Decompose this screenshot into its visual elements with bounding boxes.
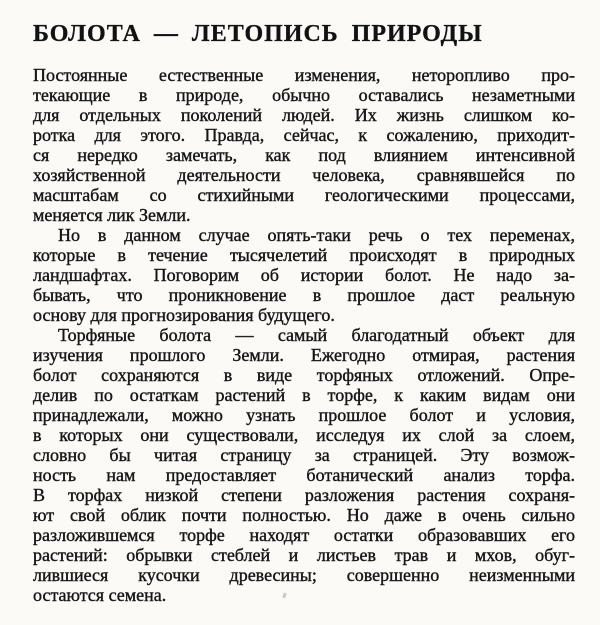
text-line: которые в течение тысячелетий происходят в природных [33,245,575,265]
text-line: ют свой облик почти полностью. Но даже в очень сильно [33,505,575,525]
text-line: хозяйственной деятельности человека, сравнявшейся по [33,165,575,185]
text-line: текающие в природе, обычно оставались незаметными [33,85,575,105]
text-line: В торфах низкой степени разложения растения сохраня- [33,485,575,505]
text-line: ся нередко замечать, как под влиянием интенсивной [33,145,575,165]
text-line: остаются семена. [33,585,167,605]
text-line: для отдельных поколений людей. Их жизнь слишком ко- [33,105,575,125]
paragraph [33,225,575,325]
text-line: делив по остаткам растений в торфе, к каким видам они [33,385,575,405]
text-line: Постоянные естественные изменения, неторопливо про- [33,65,575,85]
paragraph [33,325,575,605]
text-line: ротка для этого. Правда, сейчас, к сожалению, приходит- [33,125,575,145]
text-line: изучения прошлого Земли. Ежегодно отмирая, растения [33,345,575,365]
text-line: меняется лик Земли. [33,205,191,225]
text-line: ландшафтах. Поговорим об истории болот. Не надо за- [33,265,575,285]
text-line: бывать, что проникновение в прошлое даст реальную [33,285,575,305]
text-line: Но в данном случае опять-таки речь о тех переменах, [58,225,575,245]
text-line: растений: обрывки стеблей и листьев трав и мхов, обуг- [33,545,575,565]
text-line: масштабам со стихийными геологическими процессами, [33,185,575,205]
paragraph [33,65,575,225]
text-line: болот сохраняются в виде торфяных отложений. Опре- [33,365,575,385]
body-text [33,65,575,605]
page-title: БОЛОТА — ЛЕТОПИСЬ ПРИРОДЫ [33,21,483,47]
text-line: Торфяные болота — самый благодатный объект для [58,325,575,345]
text-line: ность нам предоставляет ботанический анализ торфа. [33,465,575,485]
text-line: словно бы читая страницу за страницей. Эту возмож- [33,445,575,465]
text-line: основу для прогнозирования будущего. [33,305,335,325]
text-line: лившиеся кусочки древесины; совершенно неизменными [33,565,575,585]
text-line: разложившемся торфе находят остатки образовавших его [33,525,575,545]
text-line: в которых они существовали, исследуя их слой за слоем, [33,425,575,445]
text-line: принадлежали, можно узнать прошлое болот и условия, [33,405,575,425]
